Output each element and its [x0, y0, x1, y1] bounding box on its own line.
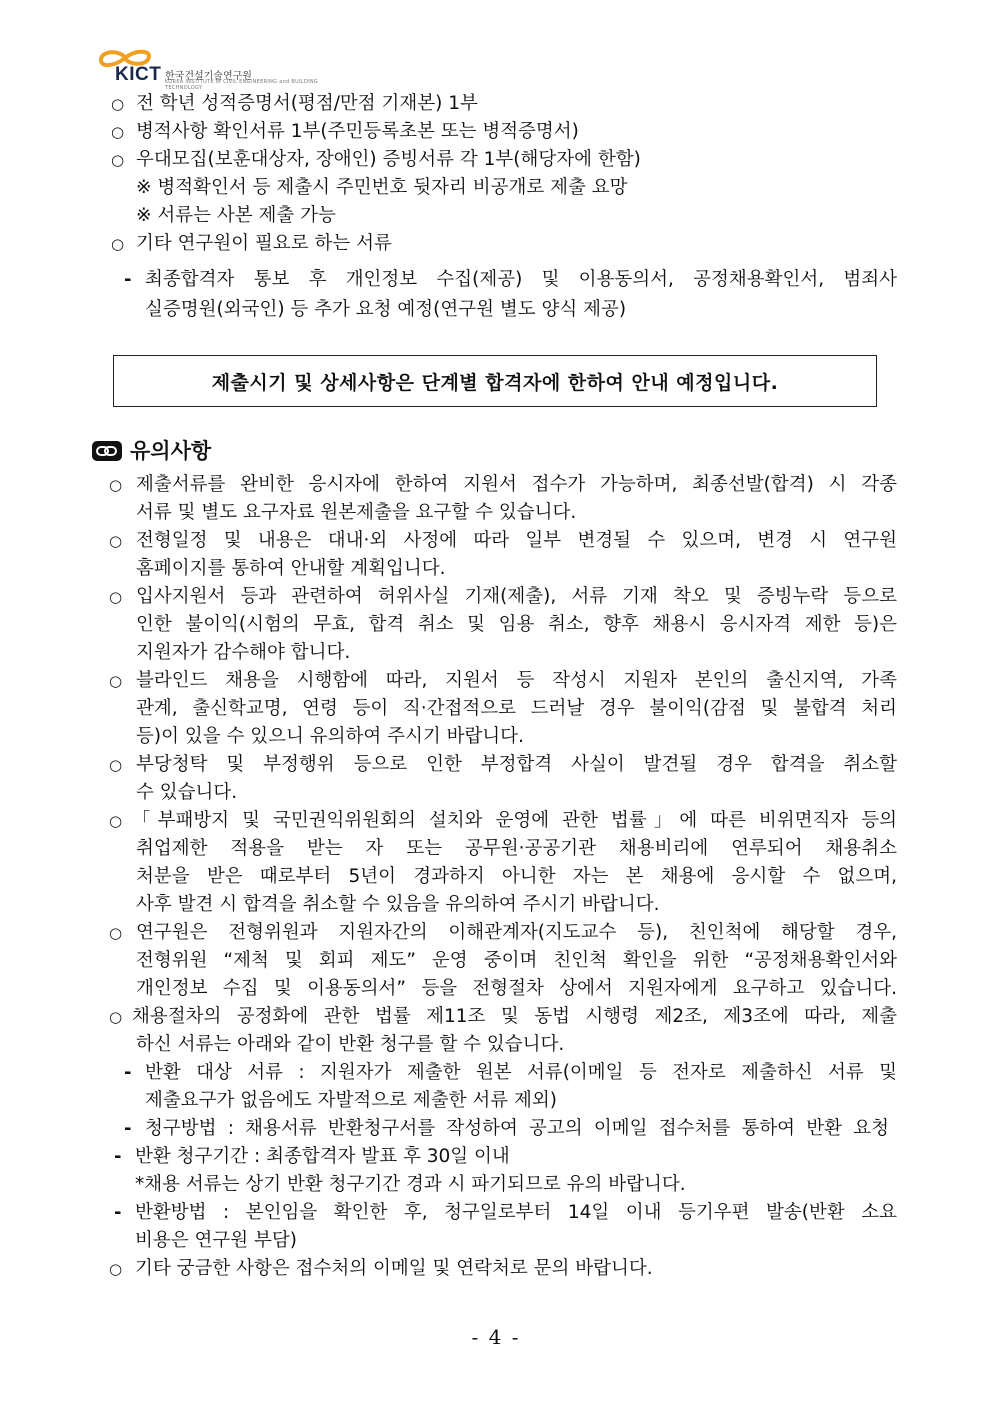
dash-icon: - — [124, 1062, 132, 1083]
note-line: 취업제한 적용을 받는 자 또는 공무원·공공기관 채용비리에 연루되어 채용취소 — [136, 838, 897, 859]
logo-subtitle-en: KOREA INSTITUTE of CIVIL ENGINEERING and BUILDING TECHNOLOGY — [165, 79, 319, 91]
dash-icon: - — [114, 1146, 122, 1167]
logo-text: KICT — [115, 64, 162, 85]
bullet-icon: ○ — [109, 476, 123, 494]
note-line: 블라인드 채용을 시행함에 따라, 지원서 등 작성시 지원자 본인의 출신지역, 가족 — [136, 670, 897, 691]
dash-icon: - — [124, 1118, 132, 1139]
kict-logo — [95, 46, 355, 91]
note-line: 반환방법 : 본인임을 확인한 후, 청구일로부터 14일 이내 등기우편 발송(반환 소요 — [135, 1202, 897, 1223]
bullet-icon: ○ — [109, 588, 123, 606]
bullet-icon: ○ — [109, 924, 123, 942]
note-line: 비용은 연구원 부담) — [135, 1230, 297, 1251]
note-line: 인한 불이익(시험의 무효, 합격 취소 및 임용 취소, 향후 채용시 응시자격 제한 등)은 — [136, 614, 897, 635]
note-line: 등)이 있을 수 있으니 유의하여 주시기 바랍니다. — [136, 726, 524, 747]
note-line: 지원자가 감수해야 합니다. — [136, 642, 351, 663]
note-line: 제출서류를 완비한 응시자에 한하여 지원서 접수가 가능하며, 최종선발(합격) 시 각종 — [136, 474, 897, 495]
bullet-icon: ○ — [109, 672, 123, 690]
bullet-icon: ○ — [109, 756, 123, 774]
page-number: - 4 - — [471, 1325, 521, 1349]
document-note: ※ 서류는 사본 제출 가능 — [136, 205, 336, 226]
bullet-icon: ○ — [111, 123, 125, 141]
bullet-icon: ○ — [111, 151, 125, 169]
note-line: *채용 서류는 상기 반환 청구기간 경과 시 파기되므로 유의 바랍니다. — [135, 1174, 686, 1195]
note-line: 전형위원 “제척 및 회피 제도” 운영 중이며 친인척 확인을 위한 “공정채용확인서와 — [136, 950, 897, 971]
document-item: 우대모집(보훈대상자, 장애인) 증빙서류 각 1부(해당자에 한함) — [136, 149, 641, 170]
note-line: 하신 서류는 아래와 같이 반환 청구를 할 수 있습니다. — [136, 1034, 565, 1055]
note-line: 반환 대상 서류 : 지원자가 제출한 원본 서류(이메일 등 전자로 제출하신 서류 및 — [145, 1062, 897, 1083]
note-line: 기타 궁금한 사항은 접수처의 이메일 및 연락처로 문의 바랍니다. — [135, 1258, 653, 1279]
notice-box: 제출시기 및 상세사항은 단계별 합격자에 한하여 안내 예정입니다. — [113, 355, 877, 407]
note-line: 채용절차의 공정화에 관한 법률 제11조 및 동법 시행령 제2조, 제3조에 따라, 제출 — [132, 1006, 897, 1027]
final-note-line: 최종합격자 통보 후 개인정보 수집(제공) 및 이용동의서, 공정채용확인서, 범죄사 — [145, 269, 897, 290]
bullet-icon: ○ — [109, 812, 123, 830]
note-line: 관계, 출신학교명, 연령 등이 직·간접적으로 드러날 경우 불이익(감점 및 불합격 처리 — [136, 698, 897, 719]
document-note: ※ 병적확인서 등 제출시 주민번호 뒷자리 비공개로 제출 요망 — [136, 177, 628, 198]
note-line: 전형일정 및 내용은 대내·외 사정에 따라 일부 변경될 수 있으며, 변경 시 연구원 — [136, 530, 897, 551]
note-line: 처분을 받은 때로부터 5년이 경과하지 아니한 자는 본 채용에 응시할 수 없으며, — [136, 866, 897, 887]
link-icon — [92, 441, 122, 461]
note-line: 서류 및 별도 요구자료 원본제출을 요구할 수 있습니다. — [136, 502, 577, 523]
bullet-icon: ○ — [109, 1008, 123, 1026]
document-item: 병적사항 확인서류 1부(주민등록초본 또는 병적증명서) — [136, 121, 579, 142]
note-line: 사후 발견 시 합격을 취소할 수 있음을 유의하여 주시기 바랍니다. — [136, 894, 660, 915]
bullet-icon: ○ — [109, 1260, 123, 1278]
dash-icon: - — [114, 1202, 122, 1223]
bullet-icon: ○ — [109, 532, 123, 550]
note-line: 개인정보 수집 및 이용동의서” 등을 전형절차 상에서 지원자에게 요구하고 있습니다. — [136, 978, 897, 999]
bullet-icon: ○ — [111, 235, 125, 253]
bullet-icon: ○ — [111, 95, 125, 113]
note-line: 홈페이지를 통하여 안내할 계획입니다. — [136, 558, 446, 579]
logo-subtitle: 한국건설기술연구원 — [165, 71, 252, 82]
note-line: 수 있습니다. — [136, 782, 238, 803]
note-line: 청구방법 : 채용서류 반환청구서를 작성하여 공고의 이메일 접수처를 통하여 반환 요청 — [145, 1118, 889, 1139]
note-line: 부당청탁 및 부정행위 등으로 인한 부정합격 사실이 발견될 경우 합격을 취소할 — [136, 754, 897, 775]
dash-icon: - — [124, 269, 132, 290]
document-item: 기타 연구원이 필요로 하는 서류 — [136, 233, 392, 254]
note-line: 제출요구가 없음에도 자발적으로 제출한 서류 제외) — [145, 1090, 557, 1111]
document-item: 전 학년 성적증명서(평점/만점 기재본) 1부 — [136, 93, 478, 114]
note-line: 입사지원서 등과 관련하여 허위사실 기재(제출), 서류 기재 착오 및 증빙누락 등으로 — [136, 586, 897, 607]
note-line: 반환 청구기간 : 최종합격자 발표 후 30일 이내 — [135, 1146, 510, 1167]
note-line: 「부패방지 및 국민권익위원회의 설치와 운영에 관한 법률」에 따른 비위면직자 등의 — [132, 810, 897, 831]
section-title: 유의사항 — [130, 439, 212, 463]
final-note-line: 실증명원(외국인) 등 추가 요청 예정(연구원 별도 양식 제공) — [145, 299, 627, 320]
note-line: 연구원은 전형위원과 지원자간의 이해관계자(지도교수 등), 친인척에 해당할 경우, — [136, 922, 897, 943]
